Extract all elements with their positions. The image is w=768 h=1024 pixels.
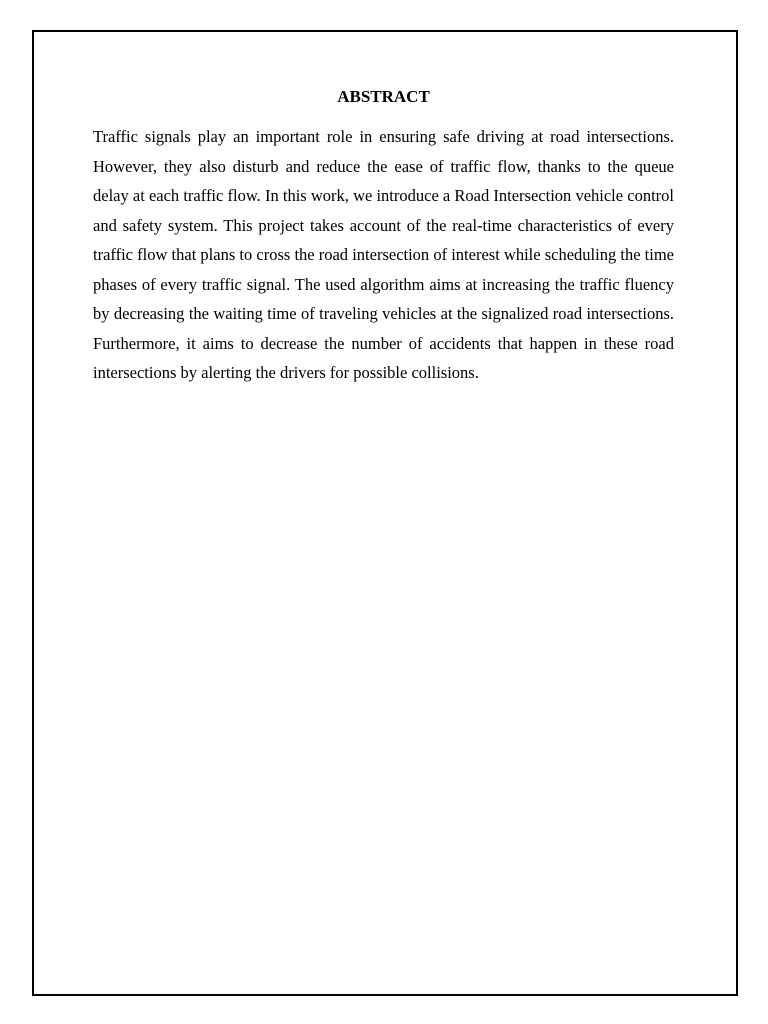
abstract-body: Traffic signals play an important role in ensuring safe driving at road intersections. However, they also disturb and reduce the ease of traffic flow, thanks to the queue delay at each traffic flow. In this work, we introduce a Road Intersection vehicle control and safety system. This project takes account of the real-time characteristics of every traffic flow that plans to cross the road intersection of interest while scheduling the time phases of every traffic signal. The used algorithm aims at increasing the traffic fluency by decreasing the waiting time of traveling vehicles at the signalized road intersections. Furthermore, it aims to decrease the number of accidents that happen in these road intersections by alerting the drivers for possible collisions. [93, 127, 674, 382]
abstract-heading: ABSTRACT [337, 87, 430, 106]
page-content [93, 84, 674, 388]
